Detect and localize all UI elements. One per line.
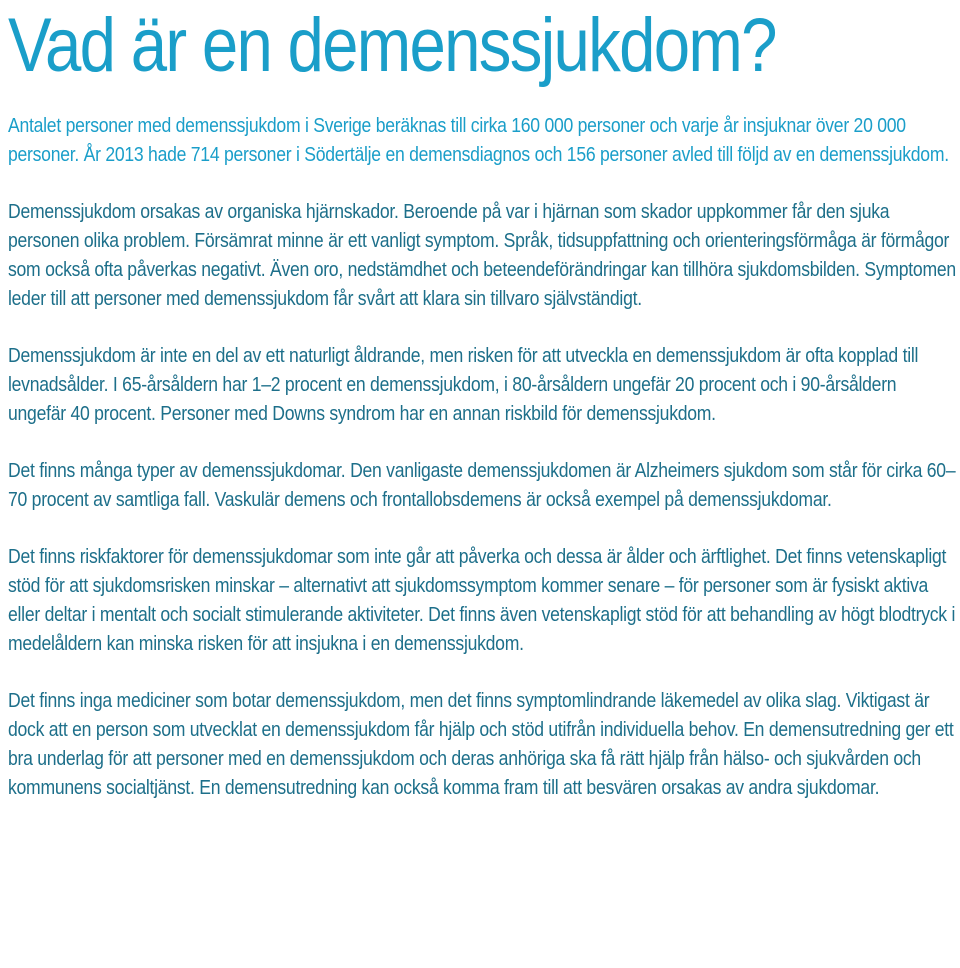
paragraph-types: Det finns många typer av demenssjukdomar. Den vanligaste demenssjukdomen är Alzheimers sjukdom som står för cirka 60–70 procent av samtliga fall. Vaskulär demens och frontallobsdemens är också exempel på demenssjukdomar. — [8, 460, 956, 511]
paragraph-age-risk: Demenssjukdom är inte en del av ett naturligt åldrande, men risken för att utveckla en demenssjukdom är ofta kopplad till levnadsålder. I 65-årsåldern har 1–2 procent en demenssjukdom, i 80-årsåldern ungefär 20 procent och i 90-årsåldern ungefär 40 procent. Personer med Downs syndrom har en annan riskbild för demenssjukdom. — [8, 345, 919, 425]
paragraph-causes: Demenssjukdom orsakas av organiska hjärnskador. Beroende på var i hjärnan som skador uppkommer får den sjuka personen olika problem. Försämrat minne är ett vanligt symptom. Språk, tidsuppfattning och orienteringsförmåga är förmågor som också ofta påverkas negativt. Även oro, nedstämdhet och beteendeförändringar kan tillhöra sjukdomsbilden. Symptomen leder till att personer med demenssjukdom får svårt att klara sin tillvaro självständigt. — [8, 201, 956, 310]
intro-paragraph: Antalet personer med demenssjukdom i Sverige beräknas till cirka 160 000 personer och varje år insjuknar över 20 000 personer. År 2013 hade 714 personer i Södertälje en demensdiagnos och 156 personer avled till följd av en demenssjukdom. — [8, 115, 949, 166]
text-body — [8, 112, 958, 803]
page-title: Vad är en demenssjukdom? — [8, 3, 776, 88]
paragraph-risk-factors: Det finns riskfaktorer för demenssjukdomar som inte går att påverka och dessa är ålder och ärftlighet. Det finns vetenskapligt stöd för att sjukdomsrisken minskar – alternativt att sjukdomssymptom kommer senare – för personer som är fysiskt aktiva eller deltar i mentalt och socialt stimulerande aktiviteter. Det finns även vetenskapligt stöd för att behandling av högt blodtryck i medelåldern kan minska risken för att insjukna i en demenssjukdom. — [8, 546, 956, 655]
paragraph-treatment: Det finns inga mediciner som botar demenssjukdom, men det finns symptomlindrande läkemedel av olika slag. Viktigast är dock att en person som utvecklat en demenssjukdom får hjälp och stöd utifrån individuella behov. En demensutredning ger ett bra underlag för att personer med en demenssjukdom och deras anhöriga ska få rätt hjälp från hälso- och sjukvården och kommunens socialtjänst. En demensutredning kan också komma fram till att besvären orsakas av andra sjukdomar. — [8, 690, 954, 799]
